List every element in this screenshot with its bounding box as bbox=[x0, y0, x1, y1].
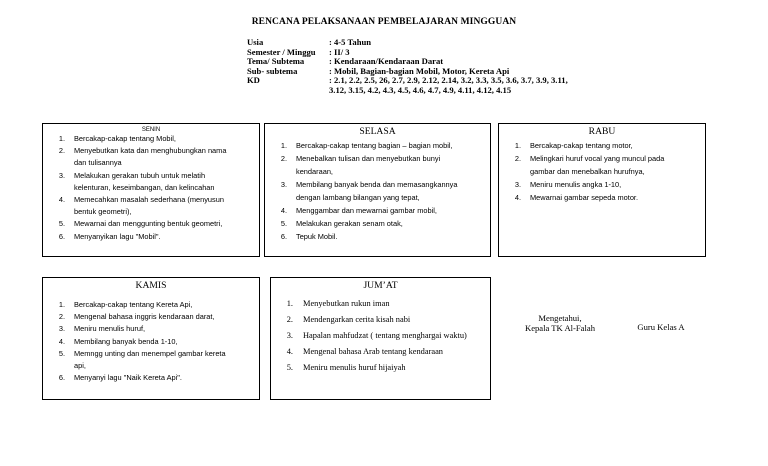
info-value: 3.12, 3.15, 4.2, 4.3, 4.5, 4.6, 4.7, 4.9, 4.11, 4.12, 4.15 bbox=[329, 84, 512, 95]
item-text bbox=[530, 191, 705, 204]
item-text bbox=[296, 139, 490, 152]
list-item bbox=[43, 311, 259, 323]
info-label: Semester / Minggu bbox=[247, 46, 316, 57]
item-text bbox=[303, 328, 490, 344]
item-number: 3. bbox=[514, 180, 521, 189]
item-text bbox=[296, 178, 490, 204]
item-text bbox=[74, 194, 259, 218]
item-number: 1. bbox=[514, 141, 521, 150]
item-text bbox=[74, 133, 259, 145]
item-text bbox=[296, 230, 490, 243]
info-value: : Mobil, Bagian-bagian Mobil, Motor, Kereta Api bbox=[329, 65, 510, 76]
item-text bbox=[296, 204, 490, 217]
item-number: 3. bbox=[58, 170, 65, 180]
day-box-rabu bbox=[498, 123, 706, 257]
item-number: 2. bbox=[280, 154, 287, 163]
item-number: 2. bbox=[58, 312, 65, 322]
item-text-line: Memecahkan masalah sederhana (menyusun bbox=[74, 195, 224, 205]
item-text-line: Bercakap-cakap tentang Kereta Api, bbox=[74, 300, 193, 309]
item-text bbox=[74, 348, 259, 372]
list-item bbox=[43, 170, 259, 194]
list-item bbox=[43, 145, 259, 169]
list-item bbox=[43, 231, 259, 243]
item-number: 1. bbox=[280, 141, 287, 150]
item-text-line: Melingkari huruf vocal yang muncul pada bbox=[530, 154, 665, 163]
list-item bbox=[499, 139, 705, 152]
item-text-line: Menyebutkan kata dan menghubungkan nama bbox=[74, 146, 227, 156]
list-item bbox=[271, 312, 490, 328]
info-value: : Kendaraan/Kendaraan Darat bbox=[329, 56, 444, 67]
list-item bbox=[499, 152, 705, 178]
day-heading: RABU bbox=[588, 126, 616, 137]
item-text bbox=[303, 296, 490, 312]
list-item bbox=[499, 178, 705, 191]
item-text bbox=[74, 311, 259, 323]
item-text bbox=[74, 231, 259, 243]
info-label: KD bbox=[247, 75, 260, 86]
item-text-line: dengan lambang bilangan yang tepat, bbox=[296, 193, 420, 202]
item-number: 4. bbox=[58, 195, 65, 205]
item-text-line: Mendengarkan cerita kisah nabi bbox=[303, 315, 411, 324]
list-item bbox=[265, 178, 490, 204]
item-text-line: Meniru menulis huruf hijaiyah bbox=[303, 363, 406, 372]
activity-list bbox=[43, 133, 259, 243]
activity-list bbox=[43, 299, 259, 384]
item-number: 1. bbox=[58, 134, 65, 143]
item-text-line: Bercakap-cakap tentang bagian – bagian mobil, bbox=[296, 141, 453, 150]
item-text-line: Mewarnai gambar sepeda motor. bbox=[530, 193, 639, 202]
item-text-line: dan tulisannya bbox=[74, 158, 122, 168]
item-number: 4. bbox=[514, 193, 521, 202]
activity-list bbox=[265, 139, 490, 243]
list-item bbox=[43, 218, 259, 230]
item-text-line: Meniru menulis huruf, bbox=[74, 324, 146, 334]
item-number: 3. bbox=[286, 331, 293, 340]
item-text-line: kelenturan, keseimbangan, dan kelincahan bbox=[74, 182, 215, 192]
list-item bbox=[499, 191, 705, 204]
item-text bbox=[530, 152, 705, 178]
item-text-line: Menebalkan tulisan dan menyebutkan bunyi bbox=[296, 154, 441, 163]
activity-list bbox=[499, 139, 705, 204]
item-text-line: Melakukan gerakan senam otak, bbox=[296, 219, 403, 228]
info-label: Sub- subtema bbox=[247, 65, 298, 76]
day-box-kamis bbox=[42, 277, 260, 400]
item-text bbox=[303, 344, 490, 360]
item-text-line: Meniru menulis angka 1-10, bbox=[530, 180, 622, 189]
item-text-line: Mengenal bahasa Arab tentang kendaraan bbox=[303, 347, 443, 356]
item-text-line: Tepuk Mobil. bbox=[296, 232, 338, 241]
item-text-line: Hapalan mahfudzat ( tentang menghargai waktu) bbox=[303, 331, 467, 340]
list-item bbox=[265, 139, 490, 152]
signature-principal bbox=[514, 313, 606, 333]
item-text bbox=[74, 372, 259, 384]
item-number: 4. bbox=[280, 206, 287, 215]
document-title: RENCANA PELAKSANAAN PEMBELAJARAN MINGGUAN bbox=[251, 17, 517, 27]
item-text-line: Melakukan gerakan tubuh untuk melatih bbox=[74, 170, 206, 180]
list-item bbox=[265, 152, 490, 178]
item-number: 5. bbox=[286, 363, 293, 372]
info-label: Tema/ Subtema bbox=[247, 56, 305, 67]
info-value: : 2.1, 2.2, 2.5, 26, 2.7, 2.9, 2.12, 2.14, 3.2, 3.3, 3.5, 3.6, 3.7, 3.9, 3.11, bbox=[329, 75, 568, 86]
item-text-line: Menyanyi lagu "Naik Kereta Api". bbox=[74, 373, 182, 383]
item-text-line: api, bbox=[74, 361, 86, 371]
item-number: 2. bbox=[58, 146, 65, 156]
item-text-line: Menggambar dan mewarnai gambar mobil, bbox=[296, 206, 437, 215]
info-label: Usia bbox=[247, 37, 264, 47]
item-text-line: Memngg unting dan menempel gambar kereta bbox=[74, 348, 226, 358]
info-block bbox=[247, 38, 599, 96]
list-item bbox=[265, 230, 490, 243]
signature-teacher: Guru Kelas A bbox=[637, 322, 685, 332]
day-box-senin bbox=[42, 123, 260, 257]
item-text-line: Menyebutkan rukun iman bbox=[303, 299, 390, 308]
item-text-line: Membilang banyak benda 1-10, bbox=[74, 336, 178, 346]
item-text bbox=[303, 360, 490, 376]
signature-line: Mengetahui, bbox=[538, 313, 582, 323]
item-text bbox=[530, 139, 705, 152]
list-item bbox=[43, 336, 259, 348]
list-item bbox=[271, 296, 490, 312]
item-text bbox=[74, 336, 259, 348]
day-box-jumat bbox=[270, 277, 491, 400]
item-number: 3. bbox=[280, 180, 287, 189]
item-text-line: Membilang banyak benda dan memasangkannya bbox=[296, 180, 458, 189]
day-heading: JUM’AT bbox=[363, 280, 398, 291]
info-value: : II/ 3 bbox=[329, 46, 350, 57]
item-text bbox=[530, 178, 705, 191]
item-number: 6. bbox=[58, 373, 65, 383]
list-item bbox=[271, 328, 490, 344]
list-item bbox=[271, 344, 490, 360]
item-text-line: gambar dan menebalkan hurufnya, bbox=[530, 167, 645, 176]
item-text bbox=[74, 323, 259, 335]
item-number: 6. bbox=[58, 231, 65, 241]
activity-list bbox=[271, 296, 490, 376]
day-heading: SELASA bbox=[359, 126, 396, 137]
item-text-line: Mengenal bahasa inggris kendaraan darat, bbox=[74, 312, 215, 322]
item-number: 4. bbox=[286, 347, 293, 356]
list-item bbox=[43, 372, 259, 384]
item-text bbox=[74, 218, 259, 230]
item-number: 2. bbox=[514, 154, 521, 163]
item-number: 6. bbox=[280, 232, 287, 241]
item-text bbox=[74, 299, 259, 311]
info-row bbox=[247, 86, 599, 96]
item-number: 1. bbox=[58, 300, 65, 309]
day-heading: KAMIS bbox=[135, 280, 167, 291]
day-heading: SENIN bbox=[141, 127, 161, 133]
item-text bbox=[74, 170, 259, 194]
item-text bbox=[296, 152, 490, 178]
list-item bbox=[43, 323, 259, 335]
item-text bbox=[74, 145, 259, 169]
info-value: : 4-5 Tahun bbox=[329, 37, 372, 47]
item-number: 5. bbox=[58, 348, 65, 358]
item-text-line: Bercakap-cakap tentang Mobil, bbox=[74, 134, 176, 143]
item-number: 5. bbox=[58, 219, 65, 229]
item-text-line: Menyanyikan lagu "Mobil". bbox=[74, 231, 161, 241]
item-text-line: Bercakap-cakap tentang motor, bbox=[530, 141, 633, 150]
list-item bbox=[43, 299, 259, 311]
item-text bbox=[296, 217, 490, 230]
item-number: 5. bbox=[280, 219, 287, 228]
list-item bbox=[265, 217, 490, 230]
info-label bbox=[247, 86, 329, 96]
list-item bbox=[265, 204, 490, 217]
list-item bbox=[43, 348, 259, 372]
item-text-line: bentuk geometri), bbox=[74, 207, 132, 217]
list-item bbox=[43, 133, 259, 145]
list-item bbox=[43, 194, 259, 218]
item-text bbox=[303, 312, 490, 328]
signature-line: Kepala TK Al-Falah bbox=[524, 323, 595, 333]
item-text-line: Mewarnai dan menggunting bentuk geometri, bbox=[74, 219, 223, 229]
list-item bbox=[271, 360, 490, 376]
item-text-line: kendaraan, bbox=[296, 167, 333, 176]
item-number: 1. bbox=[286, 299, 293, 308]
day-box-selasa bbox=[264, 123, 491, 257]
item-number: 3. bbox=[58, 324, 65, 334]
item-number: 2. bbox=[286, 315, 293, 324]
item-number: 4. bbox=[58, 336, 65, 346]
